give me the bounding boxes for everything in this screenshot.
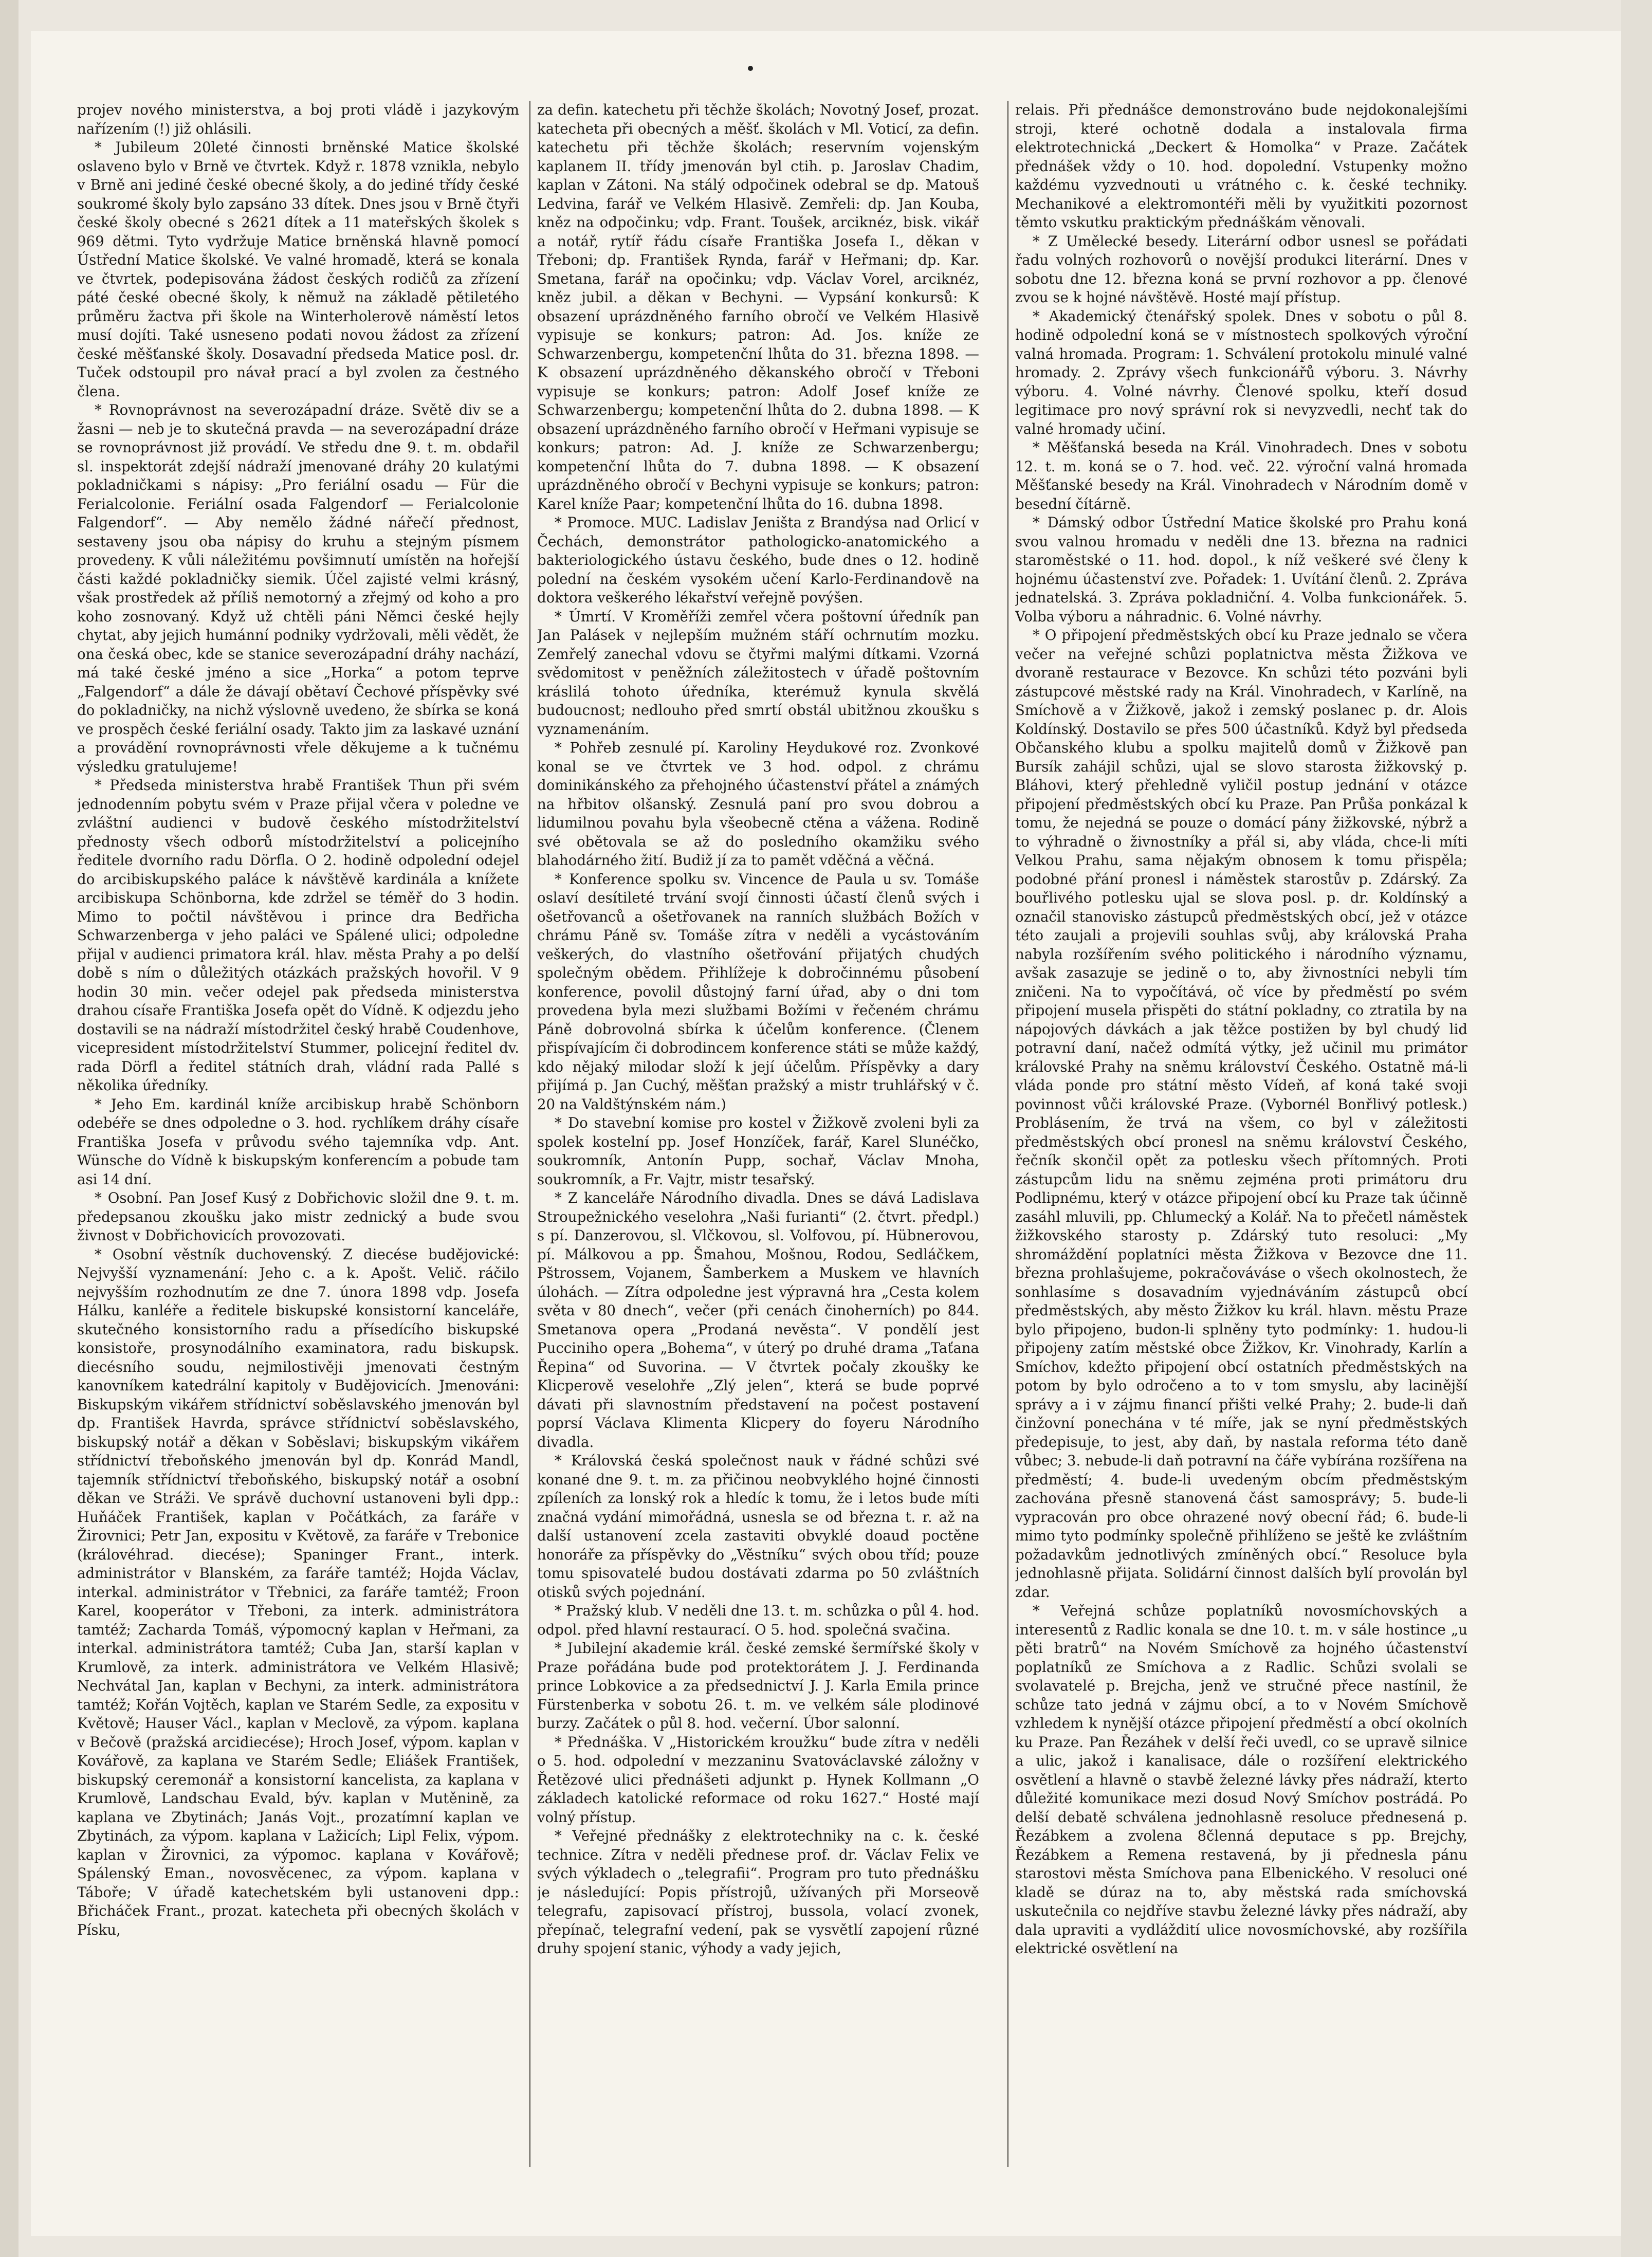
article-paragraph: * Osobní věstník duchovenský. Z diecése budějovické: Nejvyšší vyznamenání: Jeho c. a k. Apošt. Velič. ráčilo nejvyšším rozhodnutím ze dne 7. února 1898 vdp. Josefa Hálku, kanléře a ředitele biskupské konsistorní kanceláře, skutečného konsistorního radu a přísedícího biskupské konsistoře, prosynodálního examinatora, radu biskupsk. diecésního soudu, nejmilostivěji jmenovati čestným kanovníkem katedrální kapitoly v Budějovicích. Jmenováni: Biskupským vikářem střídnictví soběslavského jmenován byl dp. František Havrda, správce střídnictví soběslavského, biskupský notář a děkan v Soběslavi; biskupským vikářem střídnictví třeboňského jmenován byl dp. Konrád Mandl, tajemník střídnictví třeboňského, biskupský notář a osobní děkan ve Stráži. Ve správě duchovní ustanoveni byli dpp.: Huňáček František, kaplan v Počátkách, za faráře v Žirovnici; Petr Jan, expositu v Květově, za faráře v Trebonice (královéhrad. diecése); Spaninger Frant., interk. administrátor v Blanském, za faráře tamtéž; Hojda Václav, interkal. administrátor v Třebnici, za faráře tamtéž; Froon Karel, kooperátor v Třeboni, za interk. administrátora tamtéž; Zacharda Tomáš, výpomocný kaplan v Heřmani, za interkal. administrátora tamtéž; Cuba Jan, starší kaplan v Krumlově, za interk. administrátora ve Velkém Hlasivě; Nechvátal Jan, kaplan v Bechyni, za interk. administrátora tamtéž; Kořán Vojtěch, kaplan ve Starém Sedle, za expositu v Květově; Hauser Václ., kaplan v Meclově, za výpom. kaplana v Bečově (pražská arcidiecése); Hroch Josef, výpom. kaplan v Kovářově, za kaplana ve Starém Sedle; Eliášek František, biskupský ceremonář a konsistorní kancelista, za kaplana v Krumlově, Landschau Evald, býv. kaplan v Mutěnině, za kaplana ve Zbytinách; Janás Vojt., prozatímní kaplan ve Zbytinách, za výpom. kaplana v Lažicích; Lipl Felix, výpom. kaplan v Žirovnici, za výpomoc. kaplana v Kovářově; Spálenský Eman., novosvěcenec, za výpom. kaplana v Táboře; V úřadě katechetském byli ustanoveni dpp.: Břicháček Frant., prozat. katecheta při obecných školách v Písku,: [77, 1245, 519, 1938]
article-paragraph: * Přednáška. V „Historickém kroužku“ bude zítra v neděli o 5. hod. odpolední v mezzaninu Svatováclavské záložny v Řetězové ulici přednášeti adjunkt p. Hynek Kollmann „O základech katolické reformace od roku 1627.“ Hosté mají volný přístup.: [537, 1733, 979, 1826]
article-paragraph: * Královská česká společnost nauk v řádné schůzi své konané dne 9. t. m. za přičinou neobvyklého hojné činnosti zpíleních za lonský rok a hledíc k tomu, že i letos bude míti značná vydání mimořádná, usnesla se od března t. r. až na další ustanovení zcela zastaviti obvyklé doaud poctěne honoráře za příspěvky do „Věstníku“ svých obou tříd; pouze tomu spisovatelé budou dostávati zdarma po 50 zvláštních otisků svých pojednání.: [537, 1452, 979, 1601]
article-paragraph: * Osobní. Pan Josef Kusý z Dobřichovic složil dne 9. t. m. předepsanou zkoušku jako mistr zednický a bude svou živnost v Dobřichovicích provozovati.: [77, 1189, 519, 1244]
article-paragraph: za defin. katechetu při těchže školách; Novotný Josef, prozat. katecheta při obecných a měšť. školách v Ml. Voticí, za defin. katechetu při těchže školách; reservním vojenským kaplanem II. třídy jmenován byl ctih. p. Jaroslav Chadim, kaplan v Zátoni. Na stálý odpočinek odebral se dp. Matouš Ledvina, farář ve Velkém Hlasivě. Zemřeli: dp. Jan Kouba, kněz na odpočinku; vdp. Frant. Toušek, arciknéz, bisk. vikář a notář, rytíř řádu císaře Františka Josefa I., děkan v Třeboni; dp. František Rynda, farář v Heřmani; dp. Kar. Smetana, farář na opočinku; vdp. Václav Vorel, arciknéz, kněz jubil. a děkan v Bechyni. — Vypsání konkursů: K obsazení uprázdněného farního obročí ve Velkém Hlasivě vypisuje se konkurs; patron: Ad. Jos. kníže ze Schwarzenbergu, kompetenční lhůta do 31. března 1898. — K obsazení uprázdněného děkanského obročí v Třeboni vypisuje se konkurs; patron: Adolf Josef kníže ze Schwarzenbergu; kompetenční lhůta do 2. dubna 1898. — K obsazení uprázdněného farního obročí v Heřmani vypisuje se konkurs; patron: Ad. J. kníže ze Schwarzenbergu; kompetenční lhůta do 7. dubna 1898. — K obsazení uprázdněného obročí v Bechyni vypisuje se konkurs; patron: Karel kníže Paar; kompetenční lhůta do 16. dubna 1898.: [537, 101, 979, 512]
article-paragraph: * Dámský odbor Ústřední Matice školské pro Prahu koná svou valnou hromadu v neděli dne 13. března na radnici staroměstské o 11. hod. dopol., k níž veškeré své členy k hojnému účastenství zve. Pořadek: 1. Uvítání členů. 2. Zpráva jednatelská. 3. Zpráva pokladniční. 4. Volba funkcionářek. 5. Volba výboru a náhradnic. 6. Volné návrhy.: [1015, 514, 1467, 625]
article-paragraph: * Z kanceláře Národního divadla. Dnes se dává Ladislava Stroupežnického veselohra „Naši furianti“ (2. čtvrt. předpl.) s pí. Danzerovou, sl. Vlčkovou, sl. Volfovou, pí. Hübnerovou, pí. Málkovou a pp. Šmahou, Mošnou, Rodou, Sedláčkem, Pštrossem, Vojanem, Šamberkem a Muskem ve hlavních úlohách. — Zítra odpoledne jest výpravná hra „Cesta kolem světa v 80 dnech“, večer (při cenách činoherních) po 844. Smetanova opera „Prodaná nevěsta“. V pondělí jest Pucciniho opera „Bohema“, v úterý po druhé drama „Taťana Řepina“ od Suvorina. — V čtvrtek počaly zkoušky ke Klicperově veselohře „Zlý jelen“, která se bude poprvé dávati při slavnostním představení na počest postavení poprsí Václava Klimenta Klicpery do foyeru Národního divadla.: [537, 1189, 979, 1451]
article-paragraph: * Veřejné přednášky z elektrotechniky na c. k. české technice. Zítra v neděli přednese prof. dr. Václav Felix ve svých výkladech o „telegrafii“. Program pro tuto přednášku je následující: Popis přístrojů, užívaných při Morseově telegrafu, zapisovací přístroj, bussola, volací zvonek, přepínač, telegrafní vedení, pak se vysvětlí zapojení různé druhy spojení stanic, výhody a vady jejich,: [537, 1827, 979, 1957]
article-paragraph: * Z Umělecké besedy. Literární odbor usnesl se pořádati řadu volných rozhovorů o novější produkci literární. Dnes v sobotu dne 12. března koná se první rozhovor a pp. členové zvou se k hojné návštěvě. Hosté mají přístup.: [1015, 232, 1467, 306]
article-paragraph: * Jubilejní akademie král. české zemské šermířské školy v Praze pořádána bude pod protektorátem J. J. Ferdinanda prince Lobkovice a za předsednictví J. J. Karla Emila prince Fürstenberka v sobotu 26. t. m. ve velkém sále plodinové burzy. Začátek o půl 8. hod. večerní. Úbor salonní.: [537, 1640, 979, 1732]
article-paragraph: * Jubileum 20leté činnosti brněnské Matice školské oslaveno bylo v Brně ve čtvrtek. Když r. 1878 vznikla, nebylo v Brně ani jediné české obecné školy, a do jediné třídy české soukromé školy bylo zapsáno 33 dítek. Dnes jsou v Brně čtyři české školy obecné s 2621 dítek a 11 mateřských školek s 969 dětmi. Tyto vydržuje Matice brněnská hlavně pomocí Ústřední Matice školské. Ve valné hromadě, která se konala ve čtvrtek, podepisována žádost českých rodičů za zřízení páté české obecné školy, k němuž na základě pětiletého průměru žactva při škole na Winterholerově náměstí letos musí dojíti. Také usneseno podati novou žádost za zřízení české měšťanské školy. Dosavadní předseda Matice posl. dr. Tuček odstoupil pro návał prací a byl zvolen za čestného člena.: [77, 139, 519, 400]
article-paragraph: * Do stavební komise pro kostel v Žižkově zvoleni byli za spolek kostelní pp. Josef Honzíček, farář, Karel Slunéčko, soukromník, Antonín Pupp, sochař, Václav Mnoha, soukromník, a Fr. Vajtr, mistr tesařský.: [537, 1114, 979, 1188]
article-paragraph: * Pohřeb zesnulé pí. Karoliny Heydukové roz. Zvonkové konal se ve čtvrtek ve 3 hod. odpol. z chrámu dominikánského za přehojného účastenství přátel a známých na hřbitov olšanský. Zesnulá paní pro svou dobrou a lidumilnou povahu byla všeobecně ctěna a vážena. Rodině své obětovala se až do posledního okamžiku svého blahodárného žití. Budiž jí za to pamět vděčná a věčná.: [537, 739, 979, 869]
page-mark: [748, 66, 753, 71]
article-paragraph: * Akademický čtenářský spolek. Dnes v sobotu o půl 8. hodině odpolední koná se v místnostech spolkových výroční valná hromada. Program: 1. Schválení protokolu minulé valné hromady. 2. Zprávy všech funkcionářů výboru. 3. Návrhy výboru. 4. Volné návrhy. Členové spolku, kteří dosud legitimace pro nový správní rok si nevyzvedli, nechť tak do valné hromady učiní.: [1015, 307, 1467, 437]
article-paragraph: * Měšťanská beseda na Král. Vinohradech. Dnes v sobotu 12. t. m. koná se o 7. hod. več. 22. výroční valná hromada Měšťanské besedy na Král. Vinohradech v Národním domě v besední čítárně.: [1015, 439, 1467, 512]
page-edge: [1621, 0, 1652, 2257]
column-rule: [529, 101, 530, 2167]
article-paragraph: * O připojení předměstských obcí ku Praze jednalo se včera večer na veřejné schůzi poplatnictva města Žižkova ve dvoraně restaurace v Bezovce. Kn schůzi této pozváni byli zástupcové městské rady na Král. Vinohradech, v Karlíně, na Smíchově a v Žižkově, jakož i zemský poslanec p. dr. Alois Koldínský. Dostavilo se přes 500 účastníků. Když byl předseda Občanského klubu a spolku majitelů domů v Žižkově pan Bursík zahájil schůzi, ujal se slovo starosta žižkovský p. Bláhovi, který přehledně vyličil postup jednání v otázce připojení předměstských obcí ku Praze. Pan Průša ponkázal k tomu, že nejedná se pouze o domácí pány žižkovské, nýbrž a to výhradně o živnostníky a přál si, aby vláda, chce-li míti Velkou Prahu, sama nějakým obnosem k tomu přispěla; podobné přání pronesl i náměstek starostův p. Zdárský. Za bouřlivého potlesku ujal se slova posl. p. dr. Koldínský a označil stanovisko zástupců předměstských obcí, jež v otázce této zaujali a projevili souhlas svůj, aby královská Praha nabyla rozšířením svého politického i národního významu, avšak zasazuje se jedině o to, aby živnostníci nebyli tím zničeni. Na to vypočítává, oč více by předměstí po svém připojení musela přispěti do státní pokladny, co ztratila by na nápojových dávkách a jak těžce postižen by byl chudý lid potravní daní, načež odmítá výtky, jež učinil mu primátor královské Prahy na sněmu království Českého. Ostatně má-li vláda ponde pro státní město Vídeň, af koná také svoji povinnost vůči královské Praze. (Vybornél Bonřlivý potlesk.) Problásením, že trvá na všem, co byl v záležitosti předměstských obcí pronesl na sněmu království Českého, řečník skončil opět za potlesku všech přítomných. Proti zástupcům lidu na sněmu zejména proti primátoru dru Podlipnému, který v otázce připojení obcí ku Praze tak účinně zasáhl mluvili, pp. Chlumecký a Kolář. Na to přečetl náměstek žižkovského starosty p. Zdárský tuto resoluci: „My shromáždění poplatníci města Žižkova v Bezovce dne 11. března prohlašujeme, pokračováváse o všech okolnostech, že sonhlasíme s dosavadním vyjednáváním zástupců obcí předměstských, aby město Žižkov ku král. hlavn. městu Praze bylo připojeno, budon-li splněny tyto podmínky: 1. hudou-li připojeny zatím městské obce Žižkov, Kr. Vinohrady, Karlín a Smíchov, kdežto připojení obcí ostatních předměstských na potom by bylo odročeno a to v tom smyslu, aby lacinější správy a i v zájmu financí přišti velké Prahy; 2. bude-li daň činžovní ponechána v té míře, jak se nyní předměstských předepisuje, to jest, aby daň, by nastala reforma této daně vůbec; 3. nebude-li daň potravní na čáře vybírána rozšířena na předměstí; 4. bude-li uvedeným obcím předměstským zachována přesně stanovená část samosprávy; 5. bude-li vypracován pro obce ohrazené nový obecní řád; 6. bude-li mimo tyto podmínky společně přihlíženo se ještě ke zvláštním požadavkům jednotlivých zmíněných obcí.“ Resoluce byla jednohlasně přijata. Solidární činnost dalších bylí provolán byl zdar.: [1015, 627, 1467, 1601]
column-right: [1015, 101, 1467, 2167]
article-paragraph: * Pražský klub. V neděli dne 13. t. m. schůzka o půl 4. hod. odpol. před hlavní restaurací. O 5. hod. společná svačina.: [537, 1602, 979, 1638]
page-spine: [0, 0, 19, 2257]
article-paragraph: * Promoce. MUC. Ladislav Jeništa z Brandýsa nad Orlicí v Čechách, demonstrátor pathologicko-anatomického a bakteriologického ústavu českého, bude dnes o 12. hodině polední na českém vysokém učení Karlo-Ferdinandově na doktora veškerého lékařství veřejně povýšen.: [537, 514, 979, 606]
column-rule: [1007, 101, 1008, 2167]
article-paragraph: * Jeho Em. kardinál kníže arcibiskup hrabě Schönborn odebéře se dnes odpoledne o 3. hod. rychlíkem dráhy císaře Františka Josefa v průvodu svého tajemníka vdp. Ant. Wünsche do Vídně k biskupským konferencím a pobude tam asi 14 dní.: [77, 1095, 519, 1188]
article-paragraph: projev nového ministerstva, a boj proti vládě i jazykovým nařízením (!) již ohlásili.: [77, 101, 519, 137]
article-paragraph: * Konference spolku sv. Vincence de Paula u sv. Tomáše oslaví desítileté trvání svojí činnosti účastí členů svých i ošetřovanců a ošetřovanek na ranních službách Božích v chrámu Páně sv. Tomáše zítra v neděli a vycástováním veškerých, do vlastního ošetřování přijatých chudých společným obědem. Přihlížeje k dobročinnému působení konference, povolil důstojný farní úřad, aby o dni tom provedena byla mezi službami Božími v řečeném chrámu Páně dobrovolná sbírka k účelům konference. (Členem přispívajícím či dobrodincem konference státi se může každý, kdo nějaký milodar složí k její účelům. Příspěvky a dary přijímá p. Jan Cuchý, měšťan pražský a mistr truhlářský v č. 20 na Valdštýnském nám.): [537, 870, 979, 1113]
column-middle: [537, 101, 979, 2167]
article-paragraph: * Úmrtí. V Kroměříži zemřel včera poštovní úředník pan Jan Palásek v nejlepším mužném stáří ochrnutím mozku. Zemřelý zanechal vdovu se čtyřmi malými dítkami. Vzorná svědomitost v peněžních záležitostech v úřadě poštovním kráslilá tohoto úředníka, kterémuž kynula skvělá budoucnost; nedlouho před smrtí obstál ubitžnou zkoušku s vyznamenáním.: [537, 608, 979, 738]
article-paragraph: * Rovnoprávnost na severozápadní dráze. Světě div se a žasni — neb je to skutečná pravda — na severozápadní dráze se rovnoprávnost již provádí. Ve středu dne 9. t. m. obdařil sl. inspektorát zdejší nádraží jmenované dráhy 20 kulatými pokladničkami s nápisy: „Pro feriální osadu — Für die Ferialcolonie. Feriální osada Falgendorf — Ferialcolonie Falgendorf“. — Aby nemělo žádné nářečí přednost, sestaveny jsou oba nápisy do kruhu a stejným písmem provedeny. K vůli náležitému povšimnutí umístěn na hořejší části každé pokladničky siemik. Účel zajisté velmi krásný, však prostředek až příliš nemotorný a zřejmý od koho a pro koho zosnovaný. Když už chtěli páni Němci české hejly chytat, aby jejich humánní podniky vydržovali, měli vědět, že ona česká obec, kde se stanice severozápadní dráhy nachází, má také české jméno a sice „Horka“ a potom teprve „Falgendorf“ a dále že dávají obětaví Čechové příspěvky své do pokladničky, na nichž výslovně uvedeno, že sbírka se koná ve prospěch české feriální osady. Takto jim za laskavé uznání a provádění rovnoprávnosti vřele děkujeme a k tučnému výsledku gratulujeme!: [77, 401, 519, 775]
article-paragraph: * Předseda ministerstva hrabě František Thun při svém jednodenním pobytu svém v Praze přijal včera v poledne ve zvláštní audienci v budově českého místodržitelství přednosty všech odborů místodržitelství a policejního ředitele dvorního radu Dörfla. O 2. hodině odpolední odejel do arcibiskupského paláce k návštěvě kardinála a knížete arcibiskupa Schönborna, kde zdržel se téměř do 3 hodin. Mimo to počtil návštěvou i prince dra Bedřicha Schwarzenberga v jeho paláci ve Spálené ulici; odpoledne přijal v audienci primatora král. hlav. města Prahy a po delší době s ním o důležitých otázkách pražských hovořil. V 9 hodin 30 min. večer odejel pak předseda ministerstva drahou císaře Františka Josefa opět do Vídně. K odjezdu jeho dostavili se na nádraží místodržitel český hrabě Coudenhove, vicepresident místodržitelství Stummer, policejní ředitel dv. rada Dörfl a ředitel státních drah, vládní rada Pallé s několika úředníky.: [77, 777, 519, 1094]
article-paragraph: * Veřejná schůze poplatníků novosmíchovských a interesentů z Radlic konala se dne 10. t. m. v sále hostince „u pěti bratrů“ na Novém Smíchově za hojného účastenství poplatníků ze Smíchova a z Radlic. Schůzi svolali se svolavatelé p. Brejcha, jenž ve stručné přece nastínil, že schůze tato jedná v zájmu obcí, a to v Novém Smíchově vzhledem k nynější otázce připojení předměstí a obcí okolních ku Praze. Pan Řezáhek v delší řeči uvedl, co se upravě silnice a ulic, jakož i kanalisace, dále o rozšíření elektrického osvětlení a hlavně o stavbě železné lávky přes nádraží, kterto důležité komunikace mezi dosud Nový Smíchov postrádá. Po delší debatě schválena jednohlasně resoluce přednesená p. Řezábkem a zvolena 8členná deputace s pp. Brejchy, Řezábkem a Remena restavená, by ji přednesla pánu starostovi města Smíchova pana Elbenického. V resoluci oné kladě se dúraz na to, aby městská rada smíchovská uskutečnila co nejdříve stavbu železné lávky přes nádraží, aby dala upraviti a vydláždití ulice novosmíchovské, aby rozšířila elektrické osvětlení na: [1015, 1602, 1467, 1957]
column-left: [77, 101, 519, 2167]
article-paragraph: relais. Při přednášce demonstrováno bude nejdokonalejšími stroji, které ochotně dodala a instalovala firma elektrotechnická „Deckert & Homolka“ v Praze. Začátek přednášek vždy o 10. hod. dopolední. Vstupenky možno každému vyzvednouti u vrátného c. k. české techniky. Mechanikové a elektromontéři měli by využitkiti pozornost těmto vskutku praktickým přednáškám věnovali.: [1015, 101, 1467, 231]
